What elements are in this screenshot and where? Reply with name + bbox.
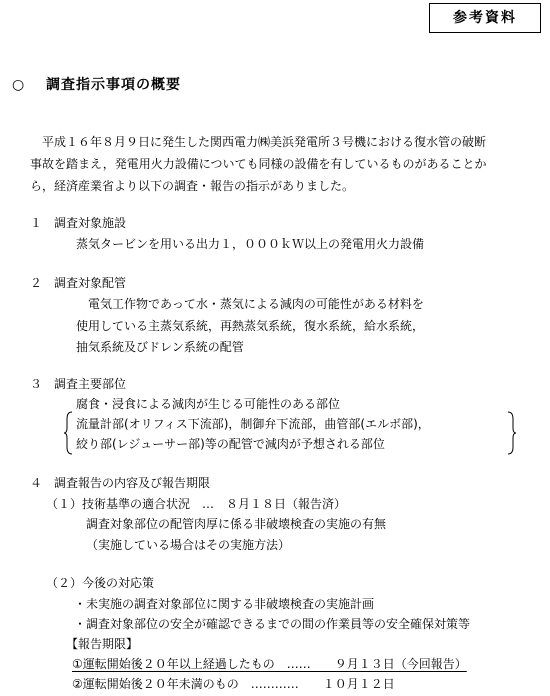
section-4-sub-2-item-2: ・調査対象部位の安全が確認できるまでの間の作業員等の安全確保対策等 (74, 617, 471, 631)
section-4-sub-1-line-2: （実施している場合はその実施方法） (86, 538, 291, 552)
title-marker: ○ (12, 77, 26, 93)
deadline-heading: 【報告期限】 (66, 637, 139, 651)
deadline-row-2: ②運転開始後２０年未満のもの ………… １０月１２日 (72, 677, 395, 691)
section-2-line-2: 使用している主蒸気系統，再熱蒸気系統，復水系統，給水系統， (76, 319, 425, 333)
intro-line-1: 平成１６年８月９日に発生した関西電力㈱美浜発電所３号機における復水管の破断 (42, 135, 487, 149)
section-1-heading: 調査対象施設 (54, 216, 127, 230)
section-4-number: ４ (30, 476, 43, 490)
section-2-number: ２ (30, 276, 43, 290)
section-4-sub-2-label: （２）今後の対応策 (46, 576, 155, 590)
section-2-heading: 調査対象配管 (54, 276, 127, 290)
deadline-row-1: ①運転開始後２０年以上経過したもの …… ９月１３日（今回報告） (72, 657, 467, 671)
intro-line-3: ら，経済産業省より以下の調査・報告の指示がありました。 (30, 179, 355, 193)
section-3-heading: 調査主要部位 (54, 377, 127, 391)
page-title: 調査指示事項の概要 (46, 77, 181, 93)
intro-line-2: 事故を踏まえ，発電用火力設備についても同様の設備を有しているものがあることか (30, 157, 487, 171)
section-2-line-3: 抽気系統及びドレン系統の配管 (76, 340, 244, 354)
section-3-bracket-line-1: 流量計部(オリフィス下流部)，制御弁下流部，曲管部(エルボ部)， (76, 417, 430, 431)
section-4-heading: 調査報告の内容及び報告期限 (54, 476, 211, 490)
section-4-sub-2-item-1: ・未実施の調査対象部位に関する非破壊検査の実施計画 (74, 597, 375, 611)
section-2-line-1: 電気工作物であって水・蒸気による減肉の可能性がある材料を (88, 297, 424, 311)
section-4-sub-1-line-1: 調査対象部位の配管肉厚に係る非破壊検査の実施の有無 (86, 517, 387, 531)
reference-material-label: 参考資料 (429, 3, 541, 33)
section-1-text: 蒸気タービンを用いる出力１，０００ｋＷ以上の発電用火力設備 (76, 237, 425, 251)
section-3-number: ３ (30, 377, 43, 391)
section-4-sub-1-label: （１）技術基準の適合状況 … ８月１８日（報告済） (46, 497, 347, 511)
section-3-lead: 腐食・浸食による減肉が生じる可能性のある部位 (76, 397, 341, 411)
section-3-bracket-line-2: 絞り部(レジューサー部)等の配管で減肉が予想される部位 (76, 437, 385, 451)
section-1-number: １ (30, 216, 43, 230)
